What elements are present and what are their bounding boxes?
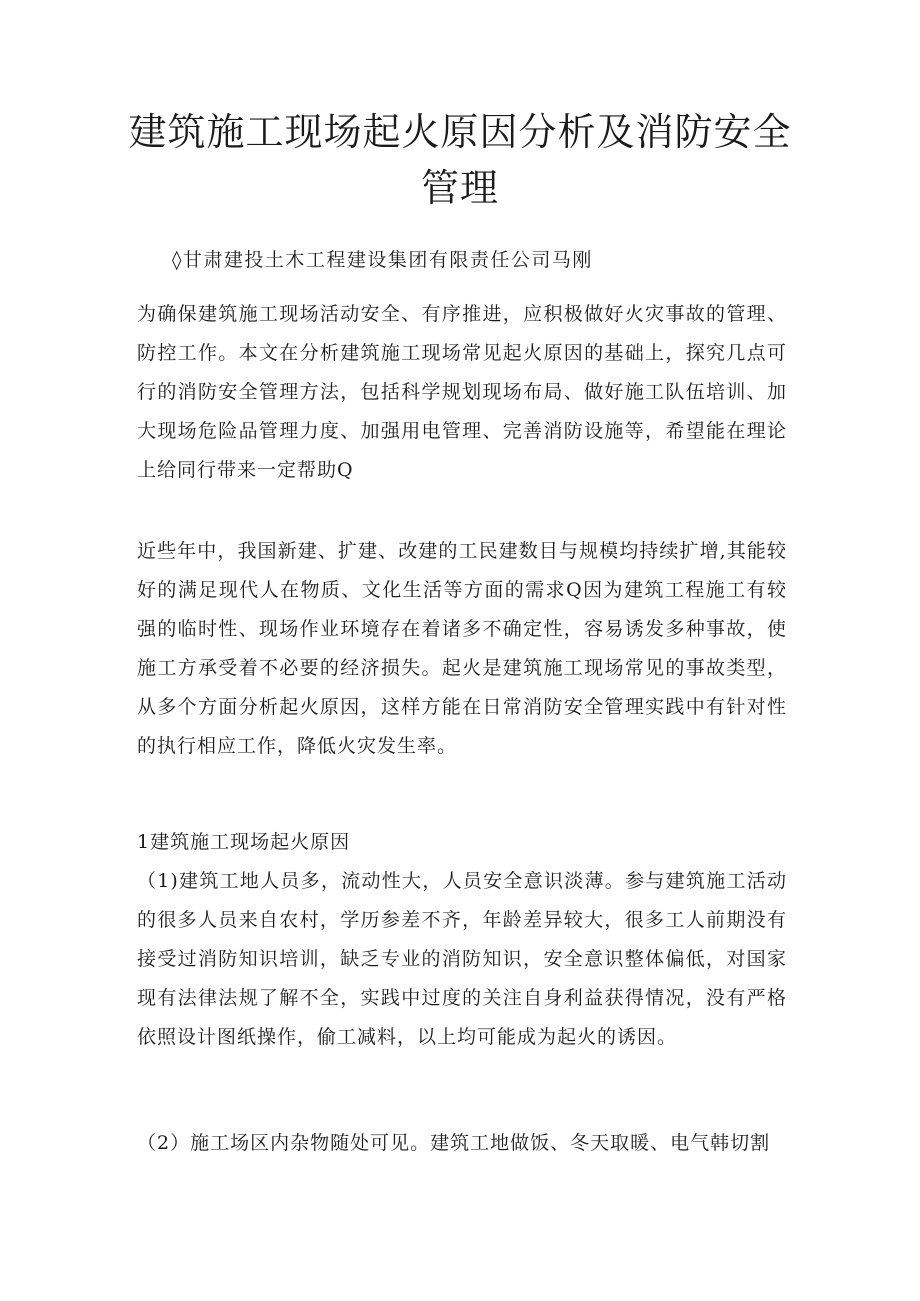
section-heading: 1建筑施工现场起火原因 [137, 831, 351, 853]
document-title: 建筑施工现场起火原因分析及消防安全管理 [128, 110, 792, 210]
list-item-1: （1)建筑工地人员多，流动性大，人员安全意识淡薄。参与建筑施工活动的很多人员来自农村，学历参差不齐，年龄差异较大，很多工人前期没有接受过消防知识培训，缺乏专业的消防知识，安全意识整体偏低，对国家现有法律法规了解不全，实践中过度的关注自身利益获得情况，没有严格依照设计图纸操作，偷工减料，以上均可能成为起火的诱因。 [137, 870, 787, 1048]
author-line: ◊甘肃建投土木工程建设集团有限责任公司马刚 [172, 249, 593, 271]
list-item-2: （2）施工场区内杂物随处可见。建筑工地做饭、冬天取暖、电气韩切割 [137, 1132, 771, 1154]
intro-paragraph: 近些年中，我国新建、扩建、改建的工民建数目与规模均持续扩增,其能较好的满足现代人在物质、文化生活等方面的需求Q因为建筑工程施工有较强的临时性、现场作业环境存在着诸多不确定性，容易诱发多种事故，使施工方承受着不必要的经济损失。起火是建筑施工现场常见的事故类型，从多个方面分析起火原因，这样方能在日常消防安全管理实践中有针对性的执行相应工作，降低火灾发生率。 [137, 540, 787, 757]
abstract-paragraph: 为确保建筑施工现场活动安全、有序推进，应积极做好火灾事故的管理、防控工作。本文在分析建筑施工现场常见起火原因的基础上，探究几点可行的消防安全管理方法，包括科学规划现场布局、做好施工队伍培训、加大现场危险品管理力度、加强用电管理、完善消防设施等，希望能在理论上给同行带来一定帮助Q [137, 303, 787, 481]
